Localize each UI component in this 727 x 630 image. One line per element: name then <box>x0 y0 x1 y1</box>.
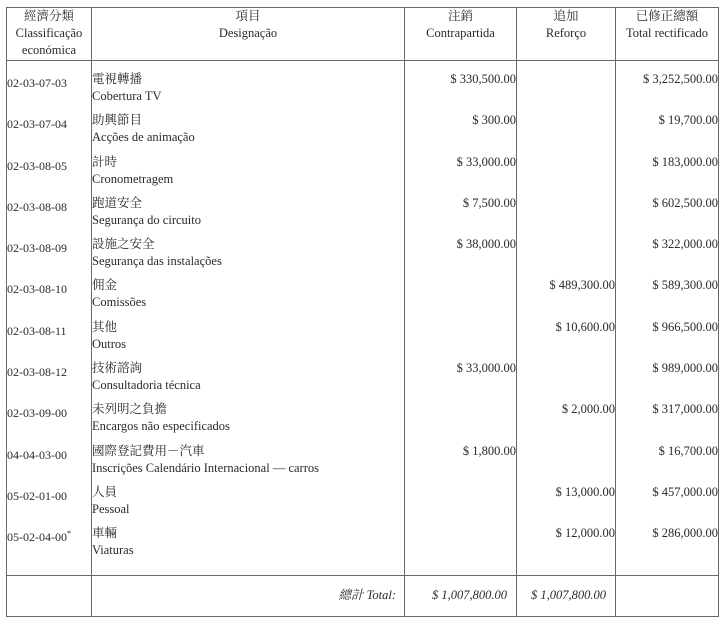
total-row-code <box>7 575 92 616</box>
table-row <box>7 154 719 195</box>
row-code: 05-02-04-00* <box>7 525 92 566</box>
row-total: $ 286,000.00 <box>616 525 719 566</box>
header-total: 已修正總額 Total rectificado <box>616 8 719 61</box>
header-counter: 注銷 Contrapartida <box>405 8 517 61</box>
row-counter <box>405 319 517 360</box>
row-total: $ 989,000.00 <box>616 360 719 401</box>
budget-table <box>6 7 719 617</box>
row-designation: 技術諮詢 Consultadoria técnica <box>92 360 405 401</box>
row-reinforcement <box>517 236 616 277</box>
table-row <box>7 525 719 566</box>
row-designation: 跑道安全 Segurança do circuito <box>92 195 405 236</box>
row-total: $ 589,300.00 <box>616 277 719 318</box>
row-code: 04-04-03-00 <box>7 443 92 484</box>
header-designation: 項目 Designação <box>92 8 405 61</box>
row-counter: $ 38,000.00 <box>405 236 517 277</box>
row-reinforcement: $ 489,300.00 <box>517 277 616 318</box>
row-counter <box>405 277 517 318</box>
row-reinforcement: $ 13,000.00 <box>517 484 616 525</box>
row-code: 02-03-08-10 <box>7 277 92 318</box>
row-total: $ 3,252,500.00 <box>616 71 719 112</box>
row-designation: 助興節目 Acções de animação <box>92 112 405 153</box>
row-designation: 設施之安全 Segurança das instalações <box>92 236 405 277</box>
row-designation: 佣金 Comissões <box>92 277 405 318</box>
row-code: 02-03-07-04 <box>7 112 92 153</box>
row-code: 02-03-08-05 <box>7 154 92 195</box>
row-counter: $ 7,500.00 <box>405 195 517 236</box>
row-counter <box>405 525 517 566</box>
header-row <box>7 8 719 61</box>
row-reinforcement: $ 2,000.00 <box>517 401 616 442</box>
row-reinforcement <box>517 195 616 236</box>
row-total: $ 16,700.00 <box>616 443 719 484</box>
row-designation: 其他 Outros <box>92 319 405 360</box>
row-total: $ 19,700.00 <box>616 112 719 153</box>
row-total: $ 966,500.00 <box>616 319 719 360</box>
row-total: $ 457,000.00 <box>616 484 719 525</box>
total-row <box>7 575 719 616</box>
row-code: 02-03-09-00 <box>7 401 92 442</box>
row-code: 02-03-08-08 <box>7 195 92 236</box>
row-code: 05-02-01-00 <box>7 484 92 525</box>
table-row <box>7 71 719 112</box>
row-total: $ 322,000.00 <box>616 236 719 277</box>
row-designation: 車輛 Viaturas <box>92 525 405 566</box>
row-reinforcement <box>517 443 616 484</box>
row-designation: 電視轉播 Cobertura TV <box>92 71 405 112</box>
row-total: $ 183,000.00 <box>616 154 719 195</box>
row-counter: $ 33,000.00 <box>405 360 517 401</box>
table-row <box>7 112 719 153</box>
row-code: 02-03-08-12 <box>7 360 92 401</box>
row-counter <box>405 401 517 442</box>
total-rectified-empty <box>616 575 719 616</box>
row-code: 02-03-08-11 <box>7 319 92 360</box>
row-reinforcement <box>517 112 616 153</box>
row-total: $ 317,000.00 <box>616 401 719 442</box>
table-row <box>7 401 719 442</box>
row-reinforcement: $ 10,600.00 <box>517 319 616 360</box>
row-reinforcement <box>517 154 616 195</box>
total-reinforcement: $ 1,007,800.00 <box>517 575 616 616</box>
table-row <box>7 443 719 484</box>
row-counter: $ 33,000.00 <box>405 154 517 195</box>
row-code: 02-03-07-03 <box>7 71 92 112</box>
row-designation: 未列明之負擔 Encargos não especificados <box>92 401 405 442</box>
row-reinforcement <box>517 360 616 401</box>
header-reinforcement: 追加 Reforço <box>517 8 616 61</box>
total-counter: $ 1,007,800.00 <box>405 575 517 616</box>
row-reinforcement: $ 12,000.00 <box>517 525 616 566</box>
table-row <box>7 360 719 401</box>
row-designation: 國際登記費用－汽車 Inscrições Calendário Internacional — carros <box>92 443 405 484</box>
row-code: 02-03-08-09 <box>7 236 92 277</box>
row-counter: $ 1,800.00 <box>405 443 517 484</box>
table-row <box>7 277 719 318</box>
row-total: $ 602,500.00 <box>616 195 719 236</box>
row-designation: 計時 Cronometragem <box>92 154 405 195</box>
row-counter <box>405 484 517 525</box>
table-row <box>7 319 719 360</box>
total-label: 總計 Total: <box>92 575 405 616</box>
table-row <box>7 236 719 277</box>
row-reinforcement <box>517 71 616 112</box>
table-row <box>7 195 719 236</box>
table-row <box>7 484 719 525</box>
row-designation: 人員 Pessoal <box>92 484 405 525</box>
header-code: 經濟分類 Classificação económica <box>7 8 92 61</box>
row-counter: $ 300.00 <box>405 112 517 153</box>
row-counter: $ 330,500.00 <box>405 71 517 112</box>
